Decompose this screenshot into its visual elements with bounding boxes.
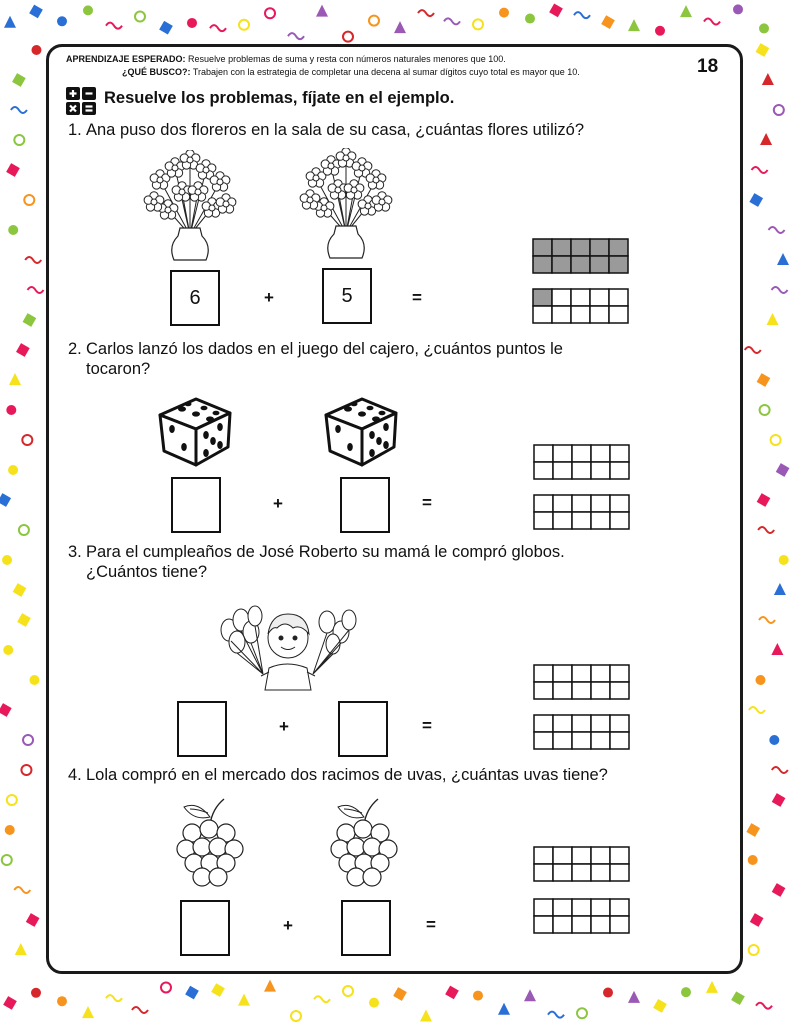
expected-learning-line xyxy=(66,54,506,64)
confetti-piece xyxy=(369,998,379,1008)
addend-2-box[interactable]: 5 xyxy=(322,268,372,324)
confetti-piece xyxy=(14,887,30,893)
confetti-piece xyxy=(28,287,44,293)
ten-frame-cell xyxy=(534,682,553,699)
confetti-piece xyxy=(8,465,18,475)
ten-frame-cell xyxy=(534,864,553,881)
ten-frame-cell xyxy=(591,682,610,699)
confetti-piece xyxy=(2,555,12,565)
problem-text: Lola compró en el mercado dos racimos de uvas, ¿cuántas uvas tiene? xyxy=(86,766,608,784)
confetti-piece xyxy=(29,5,43,19)
confetti-piece xyxy=(238,994,250,1006)
ten-frame-cell xyxy=(610,732,629,749)
confetti-piece xyxy=(31,988,41,998)
ten-frame-cell xyxy=(572,899,591,916)
problem-1-question xyxy=(68,120,584,140)
confetti-piece xyxy=(769,735,779,745)
ten-frame-cell xyxy=(591,512,610,529)
confetti-piece xyxy=(749,193,763,207)
confetti-piece xyxy=(628,991,640,1003)
ten-frame-cell xyxy=(610,864,629,881)
confetti-piece xyxy=(498,1003,510,1015)
ten-frame xyxy=(533,714,630,750)
ten-frame-cell-filled xyxy=(590,256,609,273)
confetti-piece xyxy=(762,73,774,85)
ten-frame-cell-filled xyxy=(552,256,571,273)
flower-vase-icon xyxy=(296,148,396,263)
ten-frame-cell xyxy=(553,665,572,682)
ten-frame-cell xyxy=(533,306,552,323)
plus-sign: + xyxy=(273,494,283,513)
confetti-piece xyxy=(774,583,786,595)
dice-icon xyxy=(152,385,236,469)
confetti-piece xyxy=(444,18,460,24)
ten-frame-cell xyxy=(572,445,591,462)
confetti-piece xyxy=(776,463,790,477)
ten-frame-cell xyxy=(572,665,591,682)
ten-frame-cell xyxy=(534,462,553,479)
confetti-piece xyxy=(772,793,786,807)
calculator-icon xyxy=(66,87,96,115)
ten-frame-cell xyxy=(590,289,609,306)
confetti-piece xyxy=(6,163,20,177)
ten-frame-cell xyxy=(572,682,591,699)
ten-frame-cell xyxy=(610,916,629,933)
confetti-piece xyxy=(210,25,226,31)
ten-frame-cell xyxy=(610,495,629,512)
confetti-piece xyxy=(24,195,34,205)
ten-frame-cell xyxy=(572,715,591,732)
confetti-piece xyxy=(769,227,785,233)
confetti-piece xyxy=(771,643,783,655)
confetti-piece xyxy=(185,986,199,1000)
confetti-piece xyxy=(749,707,765,713)
ten-frame-cell xyxy=(610,512,629,529)
confetti-piece xyxy=(777,253,789,265)
confetti-piece xyxy=(445,986,459,1000)
ten-frame-cell xyxy=(610,899,629,916)
confetti-piece xyxy=(525,14,535,24)
ten-frame-cell xyxy=(591,445,610,462)
confetti-piece xyxy=(83,5,93,15)
ten-frame xyxy=(532,288,629,324)
equals-sign: = xyxy=(422,716,432,735)
ten-frame-cell-filled xyxy=(590,239,609,256)
confetti-piece xyxy=(9,373,21,385)
problem-number: 2. xyxy=(68,340,82,358)
confetti-piece xyxy=(746,823,760,837)
problem-text: Carlos lanzó los dados en el juego del cajero, ¿cuántos puntos le xyxy=(86,340,563,358)
confetti-piece xyxy=(288,33,304,39)
confetti-piece xyxy=(239,20,249,30)
confetti-piece xyxy=(760,405,770,415)
problem-number: 3. xyxy=(68,543,82,561)
confetti-piece xyxy=(6,405,16,415)
boy-with-balloons-icon xyxy=(215,602,361,692)
confetti-piece xyxy=(680,5,692,17)
confetti-piece xyxy=(418,10,434,16)
confetti-piece xyxy=(733,4,743,14)
confetti-piece xyxy=(779,555,789,565)
confetti-piece xyxy=(577,1008,587,1018)
seek-text: Trabajen con la estrategia de completar una decena al sumar dígitos cuyo total es mayor que 10. xyxy=(192,67,580,77)
confetti-piece xyxy=(132,1007,148,1013)
confetti-piece xyxy=(25,257,41,263)
confetti-piece xyxy=(265,8,275,18)
ten-frame-cell xyxy=(534,847,553,864)
ten-frame-cell xyxy=(591,899,610,916)
ten-frame-cell xyxy=(534,732,553,749)
confetti-piece xyxy=(17,613,31,627)
confetti-piece xyxy=(13,583,27,597)
ten-frame-cell xyxy=(534,916,553,933)
confetti-piece xyxy=(3,645,13,655)
addend-1-box[interactable] xyxy=(171,477,221,533)
ten-frame-cell xyxy=(571,306,590,323)
ten-frame xyxy=(533,664,630,700)
ten-frame-cell xyxy=(553,445,572,462)
problem-2-question xyxy=(68,339,563,379)
ten-frame-cell xyxy=(591,665,610,682)
confetti-piece xyxy=(394,21,406,33)
problem-text-cont: tocaron? xyxy=(86,360,151,378)
confetti-piece xyxy=(473,19,483,29)
ten-frame-cell xyxy=(591,916,610,933)
confetti-piece xyxy=(31,45,41,55)
addend-2-box[interactable] xyxy=(340,477,390,533)
ten-frame-cell xyxy=(571,289,590,306)
confetti-piece xyxy=(653,999,667,1013)
confetti-piece xyxy=(0,493,11,507)
confetti-piece xyxy=(771,435,781,445)
problem-text-cont: ¿Cuántos tiene? xyxy=(86,563,208,581)
confetti-piece xyxy=(524,989,536,1001)
ten-frame-cell xyxy=(610,462,629,479)
ten-frame-cell xyxy=(591,847,610,864)
confetti-piece xyxy=(655,26,665,36)
addend-1-box[interactable] xyxy=(180,900,230,956)
ten-frame-cell xyxy=(610,445,629,462)
ten-frame-cell xyxy=(572,732,591,749)
confetti-piece xyxy=(369,16,379,26)
ten-frame-cell xyxy=(572,864,591,881)
confetti-piece xyxy=(316,5,328,17)
confetti-piece xyxy=(704,19,720,25)
confetti-piece xyxy=(628,19,640,31)
confetti-piece xyxy=(766,313,778,325)
confetti-piece xyxy=(3,996,17,1010)
ten-frame-cell-filled xyxy=(609,256,628,273)
confetti-piece xyxy=(750,913,764,927)
confetti-piece xyxy=(11,107,27,113)
confetti-piece xyxy=(549,4,563,18)
confetti-piece xyxy=(756,1003,772,1009)
confetti-piece xyxy=(548,1012,564,1018)
plus-sign: + xyxy=(264,288,274,307)
page-number: 18 xyxy=(697,56,719,77)
confetti-piece xyxy=(706,981,718,993)
ten-frame-cell xyxy=(552,289,571,306)
confetti-piece xyxy=(601,15,615,29)
problem-text: Para el cumpleaños de José Roberto su mamá le compró globos. xyxy=(86,543,565,561)
confetti-piece xyxy=(161,982,171,992)
ten-frame-cell-filled xyxy=(533,289,552,306)
confetti-piece xyxy=(603,988,613,998)
confetti-piece xyxy=(187,18,197,28)
confetti-piece xyxy=(15,943,27,955)
confetti-piece xyxy=(57,16,67,26)
confetti-piece xyxy=(264,980,276,992)
ten-frame-cell xyxy=(591,495,610,512)
confetti-piece xyxy=(82,1006,94,1018)
confetti-piece xyxy=(159,21,173,35)
ten-frame-cell-filled xyxy=(609,239,628,256)
problem-3-question xyxy=(68,542,565,582)
confetti-piece xyxy=(19,525,29,535)
ten-frame-cell xyxy=(610,665,629,682)
ten-frame-cell-filled xyxy=(533,256,552,273)
confetti-piece xyxy=(760,133,772,145)
ten-frame-cell-filled xyxy=(552,239,571,256)
problem-text: Ana puso dos floreros en la sala de su casa, ¿cuántas flores utilizó? xyxy=(86,121,585,139)
ten-frame-cell xyxy=(553,864,572,881)
confetti-piece xyxy=(757,493,771,507)
ten-frame-cell xyxy=(572,462,591,479)
equals-sign: = xyxy=(412,288,422,307)
ten-frame xyxy=(533,846,630,882)
confetti-piece xyxy=(473,991,483,1001)
ten-frame xyxy=(533,444,630,480)
ten-frame-cell xyxy=(553,512,572,529)
ten-frame-cell xyxy=(553,495,572,512)
confetti-piece xyxy=(772,883,786,897)
ten-frame-cell xyxy=(534,495,553,512)
addend-2-box[interactable] xyxy=(338,701,388,757)
confetti-piece xyxy=(574,12,590,18)
confetti-piece xyxy=(2,855,12,865)
confetti-piece xyxy=(16,343,30,357)
confetti-piece xyxy=(7,795,17,805)
confetti-piece xyxy=(5,825,15,835)
confetti-piece xyxy=(314,996,330,1002)
confetti-piece xyxy=(757,373,771,387)
expected-text: Resuelve problemas de suma y resta con números naturales menores que 100. xyxy=(188,54,506,64)
problem-number: 4. xyxy=(68,766,82,784)
ten-frame-cell xyxy=(610,847,629,864)
confetti-piece xyxy=(745,347,761,353)
confetti-piece xyxy=(748,855,758,865)
ten-frame-cell xyxy=(572,512,591,529)
problem-number: 1. xyxy=(68,121,82,139)
confetti-piece xyxy=(14,135,24,145)
ten-frame-cell xyxy=(572,847,591,864)
confetti-piece xyxy=(29,675,39,685)
ten-frame-cell xyxy=(534,665,553,682)
grapes-icon xyxy=(326,795,402,890)
seek-line xyxy=(122,67,580,77)
confetti-piece xyxy=(420,1010,432,1022)
confetti-piece xyxy=(135,12,145,22)
ten-frame xyxy=(532,238,629,274)
confetti-piece xyxy=(23,313,37,327)
ten-frame-cell xyxy=(553,682,572,699)
ten-frame-cell xyxy=(553,715,572,732)
ten-frame xyxy=(533,494,630,530)
confetti-piece xyxy=(57,996,67,1006)
confetti-piece xyxy=(0,703,12,717)
confetti-piece xyxy=(4,16,16,28)
ten-frame-cell xyxy=(610,682,629,699)
confetti-piece xyxy=(772,767,788,773)
plus-sign: + xyxy=(283,916,293,935)
expected-label: APRENDIZAJE ESPERADO: xyxy=(66,54,186,64)
ten-frame-cell xyxy=(534,445,553,462)
confetti-piece xyxy=(774,105,784,115)
confetti-piece xyxy=(8,225,18,235)
ten-frame-cell xyxy=(553,462,572,479)
ten-frame xyxy=(533,898,630,934)
confetti-piece xyxy=(23,735,33,745)
problem-4-question xyxy=(68,765,608,785)
ten-frame-cell xyxy=(610,715,629,732)
ten-frame-cell xyxy=(553,847,572,864)
confetti-piece xyxy=(731,991,745,1005)
ten-frame-cell xyxy=(609,306,628,323)
confetti-piece xyxy=(211,983,225,997)
flower-vase-icon xyxy=(140,150,240,265)
grapes-icon xyxy=(172,795,248,890)
ten-frame-cell xyxy=(572,916,591,933)
ten-frame-cell-filled xyxy=(533,239,552,256)
ten-frame-cell xyxy=(609,289,628,306)
ten-frame-cell xyxy=(591,715,610,732)
ten-frame-cell xyxy=(591,864,610,881)
confetti-piece xyxy=(106,23,122,29)
equals-sign: = xyxy=(426,915,436,934)
ten-frame-cell xyxy=(534,899,553,916)
ten-frame-cell xyxy=(534,715,553,732)
confetti-piece xyxy=(26,913,40,927)
confetti-piece xyxy=(681,987,691,997)
addend-2-box[interactable] xyxy=(341,900,391,956)
confetti-piece xyxy=(291,1011,301,1021)
confetti-piece xyxy=(393,987,407,1001)
confetti-piece xyxy=(21,765,31,775)
confetti-piece xyxy=(772,287,788,293)
confetti-piece xyxy=(106,995,122,1001)
ten-frame-cell xyxy=(553,899,572,916)
confetti-piece xyxy=(752,167,768,173)
addend-1-box[interactable]: 6 xyxy=(170,270,220,326)
ten-frame-cell xyxy=(553,916,572,933)
ten-frame-cell xyxy=(572,495,591,512)
confetti-piece xyxy=(755,675,765,685)
ten-frame-cell xyxy=(591,462,610,479)
confetti-piece xyxy=(343,32,353,42)
seek-label: ¿QUÉ BUSCO?: xyxy=(122,67,191,77)
confetti-piece xyxy=(758,527,774,533)
ten-frame-cell-filled xyxy=(571,239,590,256)
instruction: Resuelve los problemas, fíjate en el ejemplo. xyxy=(104,89,455,107)
equals-sign: = xyxy=(422,493,432,512)
ten-frame-cell-filled xyxy=(571,256,590,273)
ten-frame-cell xyxy=(534,512,553,529)
addend-1-box[interactable] xyxy=(177,701,227,757)
dice-icon xyxy=(318,385,402,469)
plus-sign: + xyxy=(279,717,289,736)
ten-frame-cell xyxy=(591,732,610,749)
ten-frame-cell xyxy=(552,306,571,323)
confetti-piece xyxy=(759,23,769,33)
confetti-piece xyxy=(759,617,775,623)
confetti-piece xyxy=(756,43,770,57)
ten-frame-cell xyxy=(553,732,572,749)
confetti-piece xyxy=(22,435,32,445)
confetti-piece xyxy=(343,986,353,996)
confetti-piece xyxy=(12,73,26,87)
confetti-piece xyxy=(499,8,509,18)
confetti-piece xyxy=(749,945,759,955)
ten-frame-cell xyxy=(590,306,609,323)
